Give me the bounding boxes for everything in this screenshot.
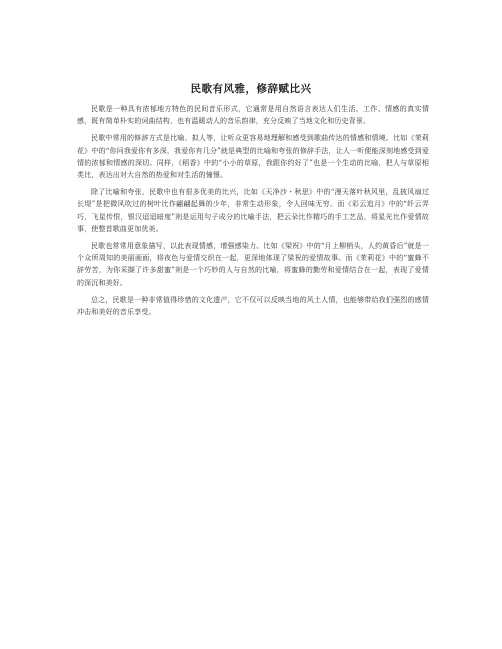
paragraph: 总之，民歌是一种非常值得珍惜的文化遗产，它不仅可以反映当地的风土人情，也能够带给我们强烈的感情冲击和美好的音乐享受。 <box>77 295 429 317</box>
paragraph: 民歌是一种具有浓郁地方特色的民间音乐形式，它通常是用自然语言表达人们生活、工作、情感的真实情感，既有简单朴实的词曲结构，也有温暖动人的音乐韵律，充分反映了当地文化和历史背景。 <box>77 105 429 126</box>
paragraph: 民歌也常常用意象描写，以此表现情感，增强感染力。比如《梁祝》中的“月上柳梢头，人约黄昏后”就是一个众所周知的美丽画面，将夜色与爱情交织在一起，更深地体现了梁祝的爱情故事。而《茉莉花》中的“蜜蜂不辞劳苦，为你采撷了许多甜蜜”则是一个巧妙的人与自然的比喻，将蜜蜂的勤劳和爱情结合在一起，表现了爱情的深沉和美好。 <box>77 242 429 287</box>
paragraph: 民歌中常用的修辞方式是比喻、拟人等，让听众更容易地理解和感受到歌曲传达的情感和情境。比如《茉莉花》中的“你问我爱你有多深，我爱你有几分”就是典型的比喻和夸张的修辞手法，让人一听便能深刻地感受到爱情的浓郁和情感的深切。同样，《稻香》中的“小小的草原，我跟你约好了”也是一个生动的比喻，把人与草原相类比，表达出对大自然的热爱和对生活的憧憬。 <box>77 134 429 180</box>
document-body <box>77 103 429 323</box>
document-title: 民歌有风雅，修辞赋比兴 <box>190 83 312 95</box>
paragraph: 除了比喻和夸张，民歌中也有很多优美的比兴，比如《天净沙・秋思》中的“漫天落叶秋风里，乱披风扇过长堤”是把微风吹过的树叶比作翩翩起舞的少年，非常生动形象，令人回味无穷。而《彩云追月》中的“纤云弄巧，飞星传恨，银汉迢迢暗度”则是运用句子成分的比喻手法，把云朵比作精巧的手工艺品，将星光比作爱情故事，使整首歌曲更加优美。 <box>77 188 429 233</box>
